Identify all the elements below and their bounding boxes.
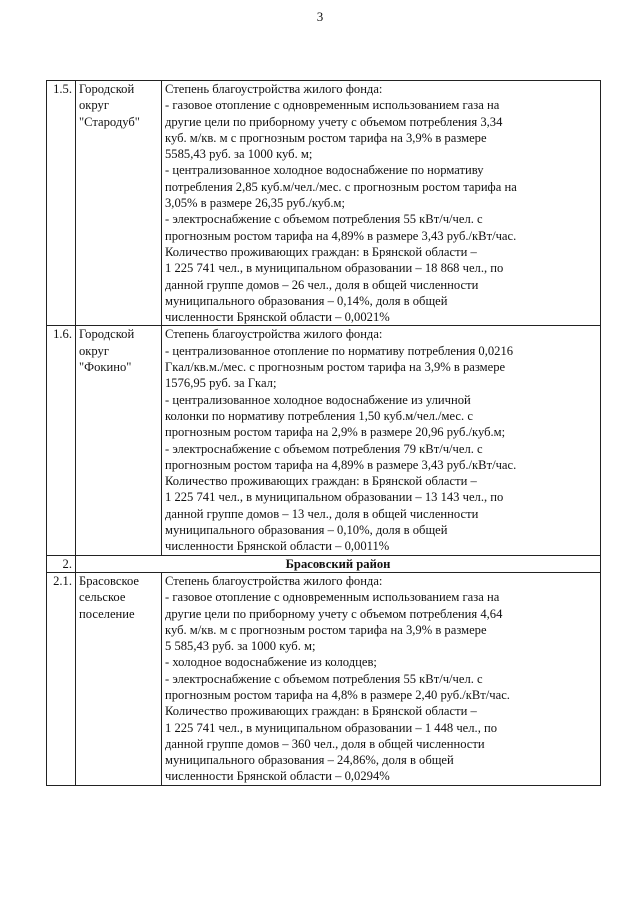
text-line: прогнозным ростом тарифа на 4,8% в размере 2,40 руб./кВт/час. xyxy=(165,687,510,702)
table-row xyxy=(47,81,601,326)
page-number: 3 xyxy=(316,9,324,24)
text-line: - централизованное отопление по нормативу потребления 0,0216 xyxy=(165,343,514,358)
text-line: муниципального образования – 0,10%, доля в общей xyxy=(165,523,448,538)
text-line: потребления 2,85 куб.м/чел./мес. с прогнозным ростом тарифа на xyxy=(165,179,517,194)
name-line: сельское xyxy=(79,590,126,605)
municipality-name xyxy=(76,572,162,785)
name-line: Городской xyxy=(79,327,135,342)
text-line: Количество проживающих граждан: в Брянской области – xyxy=(165,474,477,489)
name-line: Городской xyxy=(79,82,135,96)
text-line: 5585,43 руб. за 1000 куб. м; xyxy=(165,147,313,162)
text-line: Гкал/кв.м./мес. с прогнозным ростом тарифа на 3,9% в размере xyxy=(165,360,506,375)
text-line: - электроснабжение с объемом потребления 55 кВт/ч/чел. с xyxy=(165,212,483,227)
table-row xyxy=(47,572,601,785)
text-line: колонки по нормативу потребления 1,50 куб.м/чел./мес. с xyxy=(165,408,473,423)
text-line: муниципального образования – 0,14%, доля в общей xyxy=(165,293,448,308)
name-line: округ xyxy=(79,343,110,358)
municipality-name xyxy=(76,326,162,555)
text-line: Количество проживающих граждан: в Брянской области – xyxy=(165,244,477,259)
text-line: Количество проживающих граждан: в Брянской области – xyxy=(165,704,477,719)
text-line: - централизованное холодное водоснабжение по нормативу xyxy=(165,163,484,178)
text-line: - электроснабжение с объемом потребления 55 кВт/ч/чел. с xyxy=(165,671,483,686)
row-number: 2.1. xyxy=(47,572,76,785)
tariff-table xyxy=(46,80,601,786)
text-line: прогнозным ростом тарифа на 4,89% в размере 3,43 руб./кВт/час. xyxy=(165,457,517,472)
text-line: данной группе домов – 26 чел., доля в общей численности xyxy=(165,277,479,292)
table-row xyxy=(47,326,601,555)
row-number: 1.5. xyxy=(47,81,76,326)
text-line: численности Брянской области – 0,0021% xyxy=(165,310,390,325)
section-number: 2. xyxy=(47,555,76,572)
name-line: поселение xyxy=(79,606,135,621)
text-line: прогнозным ростом тарифа на 2,9% в размере 20,96 руб./куб.м; xyxy=(165,425,506,440)
text-line: данной группе домов – 360 чел., доля в общей численности xyxy=(165,736,485,751)
text-line: другие цели по приборному учету с объемом потребления 4,64 xyxy=(165,606,503,621)
text-line: - газовое отопление с одновременным использованием газа на xyxy=(165,590,500,605)
text-line: 1576,95 руб. за Гкал; xyxy=(165,376,277,391)
text-line: 3,05% в размере 26,35 руб./куб.м; xyxy=(165,196,345,211)
description-cell xyxy=(162,81,601,326)
text-line: - электроснабжение с объемом потребления 79 кВт/ч/чел. с xyxy=(165,441,483,456)
name-line: "Фокино" xyxy=(79,360,132,375)
text-line: другие цели по приборному учету с объемом потребления 3,34 xyxy=(165,114,503,129)
text-line: Степень благоустройства жилого фонда: xyxy=(165,327,383,342)
description-cell xyxy=(162,572,601,785)
text-line: - централизованное холодное водоснабжение из уличной xyxy=(165,392,471,407)
text-line: - холодное водоснабжение из колодцев; xyxy=(165,655,377,670)
text-line: - газовое отопление с одновременным использованием газа на xyxy=(165,98,500,113)
name-line: "Стародуб" xyxy=(79,114,140,129)
text-line: 5 585,43 руб. за 1000 куб. м; xyxy=(165,639,316,654)
municipality-name xyxy=(76,81,162,326)
text-line: данной группе домов – 13 чел., доля в общей численности xyxy=(165,506,479,521)
section-title: Брасовский район xyxy=(76,555,601,572)
name-line: Брасовское xyxy=(79,573,139,588)
section-row xyxy=(47,555,601,572)
text-line: прогнозным ростом тарифа на 4,89% в размере 3,43 руб./кВт/час. xyxy=(165,228,517,243)
text-line: Степень благоустройства жилого фонда: xyxy=(165,82,383,96)
text-line: Степень благоустройства жилого фонда: xyxy=(165,573,383,588)
text-line: муниципального образования – 24,86%, доля в общей xyxy=(165,753,454,768)
text-line: куб. м/кв. м с прогнозным ростом тарифа на 3,9% в размере xyxy=(165,622,487,637)
text-line: 1 225 741 чел., в муниципальном образовании – 13 143 чел., по xyxy=(165,490,504,505)
text-line: куб. м/кв. м с прогнозным ростом тарифа на 3,9% в размере xyxy=(165,130,487,145)
text-line: 1 225 741 чел., в муниципальном образовании – 18 868 чел., по xyxy=(165,261,504,276)
name-line: округ xyxy=(79,98,110,113)
text-line: 1 225 741 чел., в муниципальном образовании – 1 448 чел., по xyxy=(165,720,498,735)
description-cell xyxy=(162,326,601,555)
text-line: численности Брянской области – 0,0011% xyxy=(165,539,390,554)
row-number: 1.6. xyxy=(47,326,76,555)
text-line: численности Брянской области – 0,0294% xyxy=(165,769,390,784)
